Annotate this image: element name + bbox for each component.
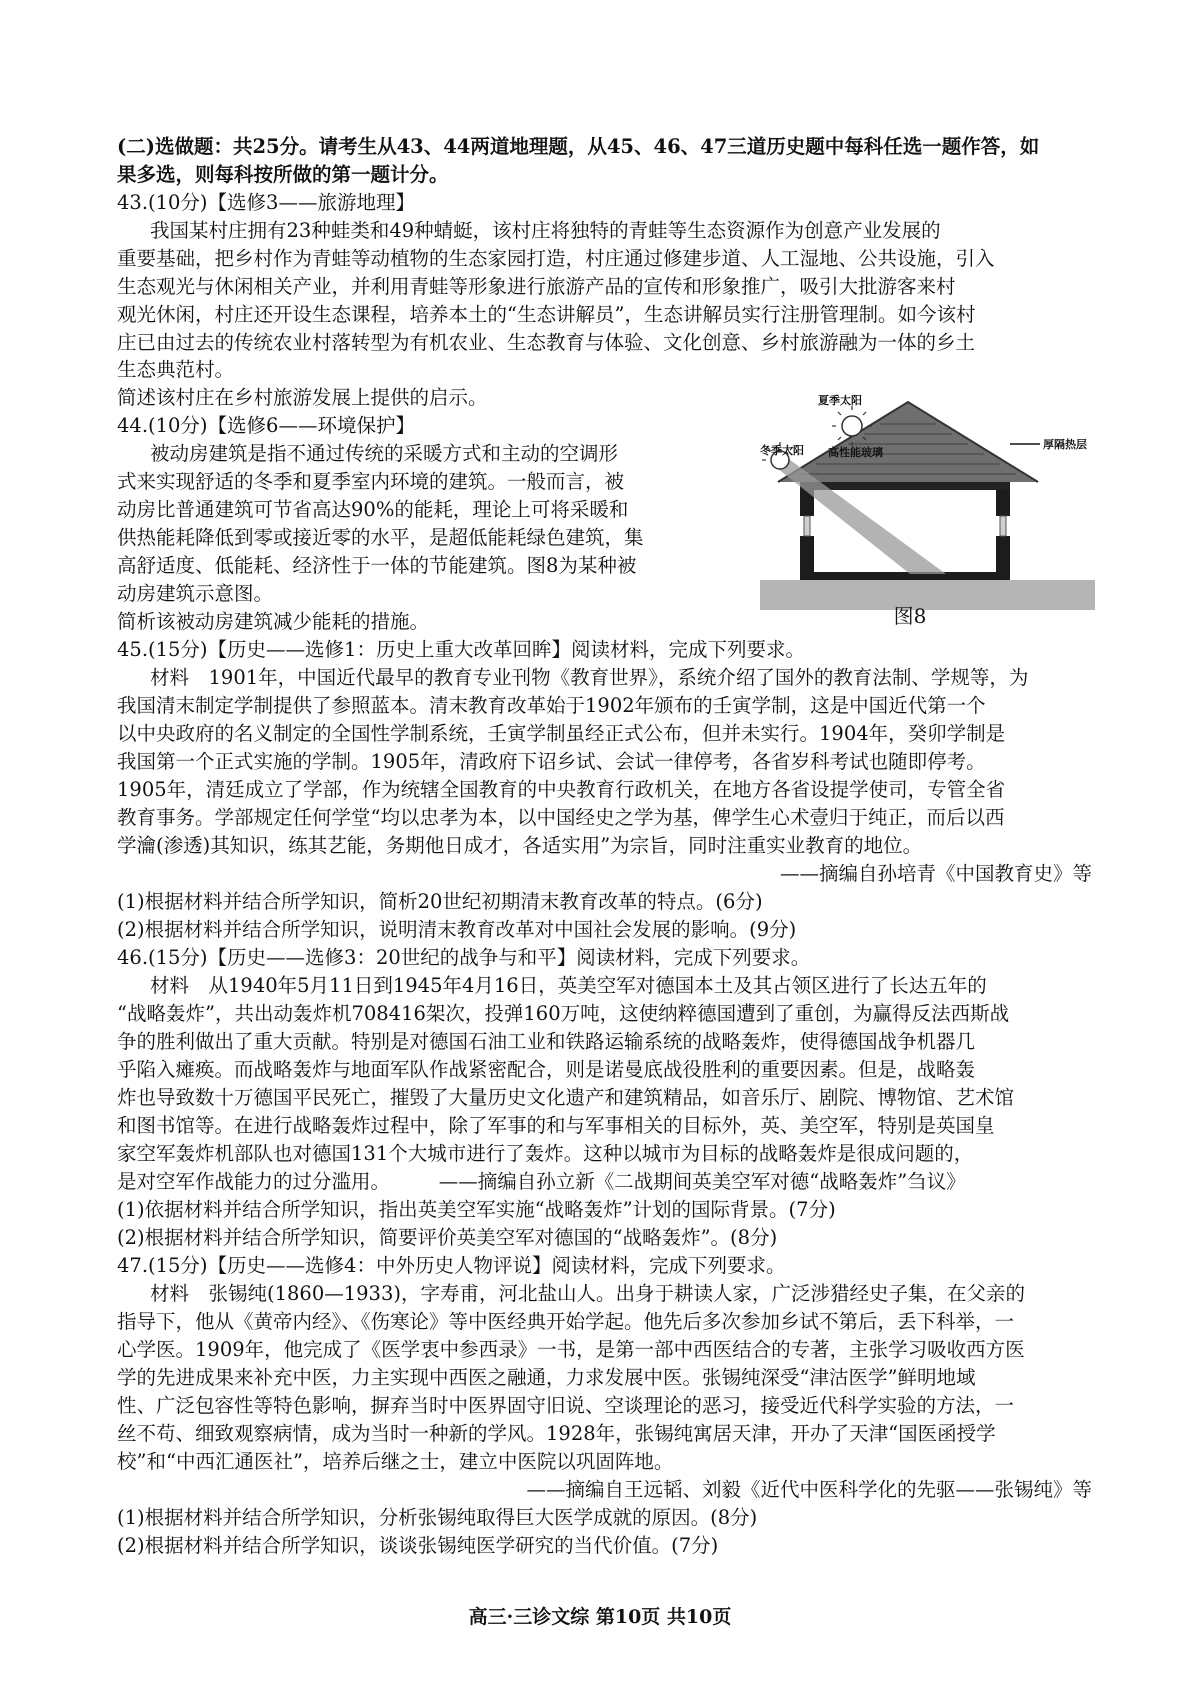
q44-text-3: 动房比普通建筑可节省高达90%的能耗，理论上可将采暖和 xyxy=(117,498,629,521)
insulation-label: 厚隔热层 xyxy=(1043,438,1087,451)
section-heading-cont: 果多选，则每科按所做的第一题计分。 xyxy=(117,163,449,186)
q44-question: 简析该被动房建筑减少能耗的措施。 xyxy=(117,610,430,633)
q45-material-3: 以中央政府的名义制定的全国性学制系统，壬寅学制虽经正式公布，但并未实行。1904年，癸卯学制是 xyxy=(117,722,1006,745)
q46-material-3: 争的胜利做出了重大贡献。特别是对德国石油工业和铁路运输系统的战略轰炸，使得德国战争机器几 xyxy=(117,1030,976,1053)
q45-material-5: 1905年，清廷成立了学部，作为统辖全国教育的中央教育行政机关，在地方各省设提学使司，专管全省 xyxy=(117,778,1006,801)
q44-text-1: 被动房建筑是指不通过传统的采暖方式和主动的空调形 xyxy=(150,442,619,465)
section-heading: (二)选做题：共25分。请考生从43、44两道地理题，从45、46、47三道历史题中每科任选一题作答，如 xyxy=(117,135,1040,158)
q43-text-3: 生态观光与休闲相关产业，并利用青蛙等形象进行旅游产品的宣传和形象推广，吸引大批游客来村 xyxy=(117,275,956,298)
q43-text-4: 观光休闲，村庄还开设生态课程，培养本土的“生态讲解员”，生态讲解员实行注册管理制。如今该村 xyxy=(117,303,976,326)
q46-sub-2: (2)根据材料并结合所学知识，简要评价英美空军对德国的“战略轰炸”。(8分) xyxy=(117,1226,778,1249)
floor-slab xyxy=(800,572,1010,580)
figure-8-caption: 图8 xyxy=(893,604,927,628)
q44-title: 44.(10分)【选修6——环境保护】 xyxy=(117,414,415,437)
q44-text-4: 供热能耗降低到零或接近零的水平，是超低能耗绿色建筑，集 xyxy=(117,526,644,549)
q46-material-5: 炸也导致数十万德国平民死亡，摧毁了大量历史文化遗产和建筑精品，如音乐厅、剧院、博物馆、艺术馆 xyxy=(117,1086,1015,1109)
figure-8-diagram xyxy=(760,394,1095,610)
q45-material-2: 我国清末制定学制提供了参照蓝本。清末教育改革始于1902年颁布的壬寅学制，这是中国近代第一个 xyxy=(117,694,986,717)
q46-material-2: “战略轰炸”，共出动轰炸机708416架次，投弹160万吨，这使纳粹德国遭到了重创，为赢得反法西斯战 xyxy=(117,1002,1010,1025)
q45-sub-1: (1)根据材料并结合所学知识，简析20世纪初期清末教育改革的特点。(6分) xyxy=(117,890,763,913)
roof xyxy=(778,402,1038,482)
q46-material-8-source: 是对空军作战能力的过分滥用。 ——摘编自孙立新《二战期间英美空军对德“战略轰炸”刍议》 xyxy=(117,1170,966,1193)
winter-sun-label: 冬季太阳 xyxy=(760,444,804,457)
left-wall-lower xyxy=(800,536,814,578)
q47-title: 47.(15分)【历史——选修4：中外历史人物评说】阅读材料，完成下列要求。 xyxy=(117,1254,786,1277)
q44-text-5: 高舒适度、低能耗、经济性于一体的节能建筑。图8为某种被 xyxy=(117,554,637,577)
q43-text-6: 生态典范村。 xyxy=(117,358,235,381)
q47-material-2: 指导下，他从《黄帝内经》、《伤寒论》等中医经典开始学起。他先后多次参加乡试不第后，丢下科举，一 xyxy=(117,1310,1015,1333)
q45-material-6: 教育事务。学部规定任何学堂“均以忠孝为本，以中国经史之学为基，俾学生心术壹归于纯正，而后以西 xyxy=(117,806,1005,829)
q45-material-4: 我国第一个正式实施的学制。1905年，清政府下诏乡试、会试一律停考，各省岁科考试也随即停考。 xyxy=(117,750,986,773)
q43-question: 简述该村庄在乡村旅游发展上提供的启示。 xyxy=(117,386,488,409)
q45-sub-2: (2)根据材料并结合所学知识，说明清末教育改革对中国社会发展的影响。(9分) xyxy=(117,918,797,941)
q47-material-1: 材料 张锡纯(1860—1933)，字寿甫，河北盐山人。出身于耕读人家，广泛涉猎经史子集，在父亲的 xyxy=(150,1282,1025,1305)
q47-source: ——摘编自王远韬、刘毅《近代中医科学化的先驱——张锡纯》等 xyxy=(526,1478,1092,1501)
q46-material-4: 乎陷入瘫痪。而战略轰炸与地面军队作战紧密配合，则是诺曼底战役胜利的重要因素。但是，战略轰 xyxy=(117,1058,976,1081)
q46-material-7: 家空军轰炸机部队也对德国131个大城市进行了轰炸。这种以城市为目标的战略轰炸是很成问题的， xyxy=(117,1142,974,1165)
q47-material-5: 性、广泛包容性等特色影响，摒弃当时中医界固守旧说、空谈理论的恶习，接受近代科学实验的方法，一 xyxy=(117,1394,1015,1417)
q46-sub-1: (1)依据材料并结合所学知识，指出英美空军实施“战略轰炸”计划的国际背景。(7分) xyxy=(117,1198,836,1221)
q46-title: 46.(15分)【历史——选修3：20世纪的战争与和平】阅读材料，完成下列要求。 xyxy=(117,946,811,969)
right-wall-lower xyxy=(996,536,1010,578)
right-window xyxy=(1000,516,1006,536)
q47-material-6: 丝不苟、细致观察病情，成为当时一种新的学风。1928年，张锡纯寓居天津，开办了天津“国医函授学 xyxy=(117,1422,996,1445)
page-footer: 高三·三诊文综 第10页 共10页 xyxy=(468,1606,732,1628)
q47-material-4: 学的先进成果来补充中医，力主实现中西医之融通，力求发展中医。张锡纯深受“津沽医学”鲜明地域 xyxy=(117,1366,976,1389)
glass-label: 高性能玻璃 xyxy=(828,446,883,459)
q47-material-7: 校”和“中西汇通医社”，培养后继之士，建立中医院以巩固阵地。 xyxy=(117,1450,674,1473)
summer-sun-label: 夏季太阳 xyxy=(818,394,862,407)
q47-sub-1: (1)根据材料并结合所学知识，分析张锡纯取得巨大医学成就的原因。(8分) xyxy=(117,1506,758,1529)
q44-text-2: 式来实现舒适的冬季和夏季室内环境的建筑。一般而言，被 xyxy=(117,470,625,493)
q43-text-5: 庄已由过去的传统农业村落转型为有机农业、生态教育与体验、文化创意、乡村旅游融为一体的乡土 xyxy=(117,331,976,354)
q45-material-1: 材料 1901年，中国近代最早的教育专业刊物《教育世界》，系统介绍了国外的教育法制、学规等，为 xyxy=(150,666,1029,689)
q45-material-7: 学瀹(渗透)其知识，练其艺能，务期他日成才，各适实用”为宗旨，同时注重实业教育的地位。 xyxy=(117,834,923,857)
q46-material-6: 和图书馆等。在进行战略轰炸过程中，除了军事的和与军事相关的目标外，英、美空军，特别是英国皇 xyxy=(117,1114,995,1137)
q47-sub-2: (2)根据材料并结合所学知识，谈谈张锡纯医学研究的当代价值。(7分) xyxy=(117,1534,719,1557)
q43-text-1: 我国某村庄拥有23种蛙类和49种蜻蜓，该村庄将独特的青蛙等生态资源作为创意产业发展的 xyxy=(150,219,941,242)
q43-title: 43.(10分)【选修3——旅游地理】 xyxy=(117,191,415,214)
q44-text-6: 动房建筑示意图。 xyxy=(117,582,274,605)
q47-material-3: 心学医。1909年，他完成了《医学衷中参西录》一书，是第一部中西医结合的专著，主张学习吸收西方医 xyxy=(117,1338,1025,1361)
q45-source: ——摘编自孙培青《中国教育史》等 xyxy=(779,862,1092,885)
ceiling-slab xyxy=(800,482,1010,490)
q46-material-1: 材料 从1940年5月11日到1945年4月16日，英美空军对德国本土及其占领区进行了长达五年的 xyxy=(150,974,987,997)
right-wall-upper xyxy=(996,490,1010,516)
left-window xyxy=(804,516,810,536)
q43-text-2: 重要基础，把乡村作为青蛙等动植物的生态家园打造，村庄通过修建步道、人工湿地、公共设施，引入 xyxy=(117,247,995,270)
q45-title: 45.(15分)【历史——选修1：历史上重大改革回眸】阅读材料，完成下列要求。 xyxy=(117,638,805,661)
